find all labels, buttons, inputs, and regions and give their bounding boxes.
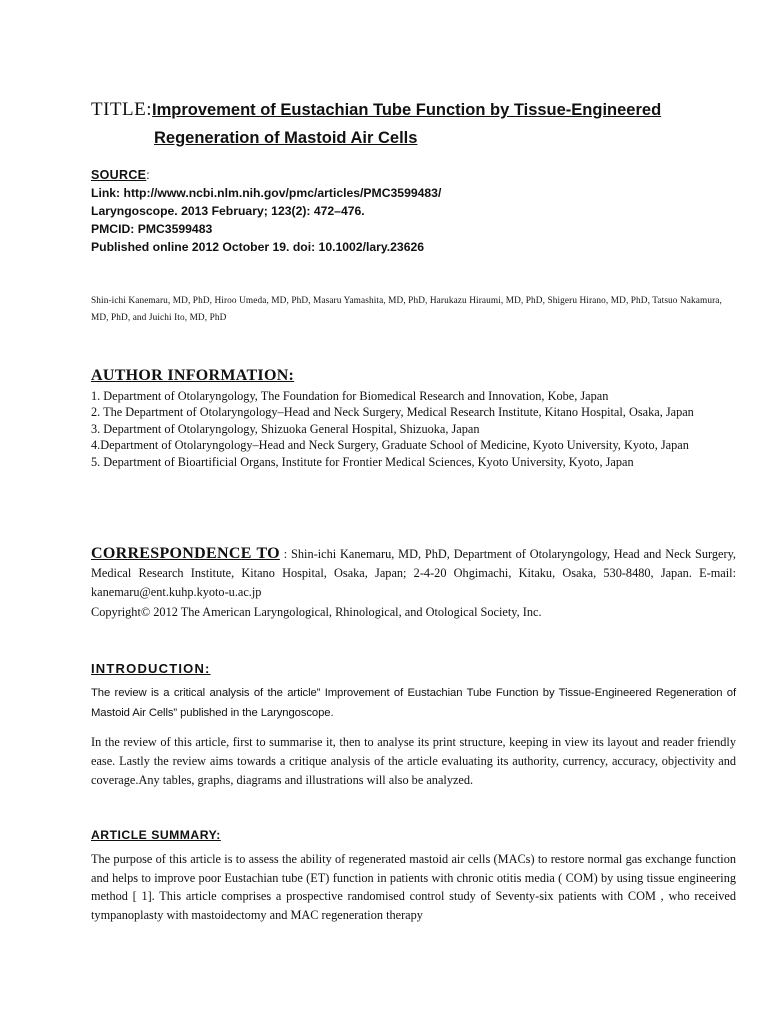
article-summary-heading: ARTICLE SUMMARY: [91,828,221,842]
source-section [91,166,731,256]
source-pmcid: PMCID: PMC3599483 [91,222,213,236]
source-published: Published online 2012 October 19. doi: 10.1002/lary.23626 [91,240,425,254]
correspondence-heading: CORRESPONDENCE TO [91,545,280,562]
source-link: Link: http://www.ncbi.nlm.nih.gov/pmc/articles/PMC3599483/ [91,186,442,200]
article-summary-paragraph: The purpose of this article is to assess the ability of regenerated mastoid air cells (MACs) to restore normal gas exchange function and helps to improve poor Eustachian tube (ET) function in patients with chronic otitis media ( COM) by using tissue engineering method [ 1]. This article comprises a prospective randomised control study of Seventy-six patients with COM , who received tympanoplasty with mastoidectomy and MAC regeneration therapy [91,852,736,922]
affiliation-item: 1. Department of Otolaryngology, The Foundation for Biomedical Research and Innovation, Kobe, Japan [91,388,609,403]
author-information-heading: AUTHOR INFORMATION: [91,367,295,384]
introduction-paragraph-2: In the review of this article, first to summarise it, then to analyse its print structure, keeping in view its layout and reader friendly ease. Lastly the review aims towards a critique analysis of the article evaluating its authority, currency, accuracy, objectivity and coverage.Any tables, graphs, diagrams and illustrations will also be analyzed. [91,735,736,787]
source-journal: Laryngoscope. 2013 February; 123(2): 472–476. [91,204,365,218]
source-heading-colon: : [146,168,150,182]
title-prefix: TITLE: [91,99,153,120]
title-text-line2: Regeneration of Mastoid Air Cells [154,129,418,147]
affiliation-item: 3. Department of Otolaryngology, Shizuoka General Hospital, Shizuoka, Japan [91,421,480,436]
copyright-notice: Copyright© 2012 The American Laryngological, Rhinological, and Otological Society, Inc. [91,605,542,619]
author-information-section [91,368,736,470]
title-text-line1: Improvement of Eustachian Tube Function by Tissue-Engineered [152,101,662,119]
introduction-heading: INTRODUCTION: [91,661,211,676]
affiliation-item: 4.Department of Otolaryngology–Head and Neck Surgery, Graduate School of Medicine, Kyoto University, Kyoto, Japan [91,438,689,452]
affiliation-item: 2. The Department of Otolaryngology–Head and Neck Surgery, Medical Research Institute, Kitano Hospital, Osaka, Japan [91,405,694,419]
correspondence-text: : Shin-ichi Kanemaru, MD, PhD, Department of Otolaryngology, Head and Neck Surgery, Medical Research Institute, Kitano Hospital, Osaka, Japan; 2-4-20 Ohgimachi, Kitaku, Osaka, 530-8480, Japan. E-mail: kanemaru@ent.kuhp.kyoto-u.ac.jp [91,547,736,599]
document-title [91,96,741,152]
affiliation-item: 5. Department of Bioartificial Organs, Institute for Frontier Medical Sciences, Kyoto University, Kyoto, Japan [91,454,634,469]
correspondence-section [91,544,736,602]
source-heading: SOURCE [91,168,147,182]
introduction-paragraph-1: The review is a critical analysis of the article” Improvement of Eustachian Tube Function by Tissue-Engineered Regeneration of Mastoid Air Cells” published in the Laryngoscope. [91,687,736,719]
author-list: Shin-ichi Kanemaru, MD, PhD, Hiroo Umeda, MD, PhD, Masaru Yamashita, MD, PhD, Harukazu Hiraumi, MD, PhD, Shigeru Hirano, MD, PhD, Tatsuo Nakamura, MD, PhD, and Juichi Ito, MD, PhD [91,296,722,323]
